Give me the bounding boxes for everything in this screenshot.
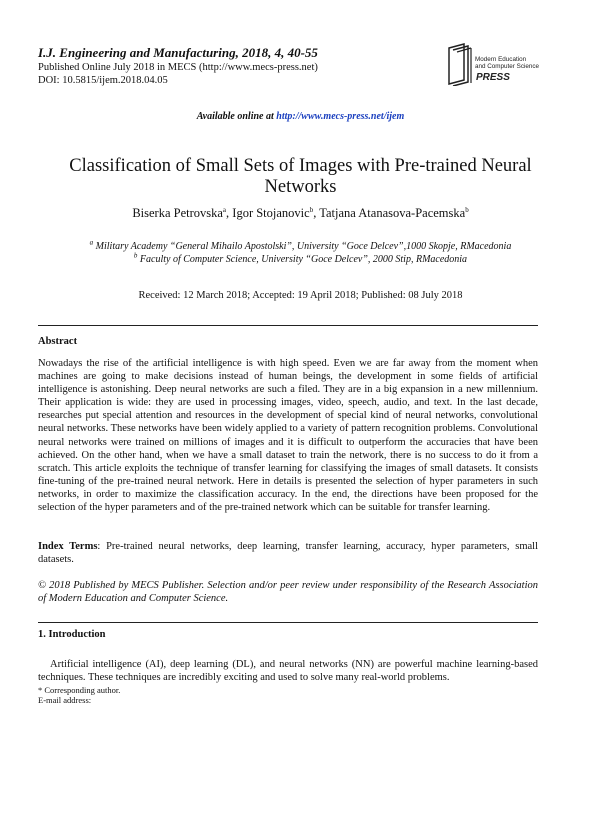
journal-link[interactable]: http://www.mecs-press.net/ijem <box>276 111 405 122</box>
footnote-email: E-mail address: <box>38 695 92 705</box>
paper-title: Classification of Small Sets of Images with Pre-trained Neural Networks <box>69 156 532 197</box>
logo-line-1: Modern Education <box>475 56 527 63</box>
author-name: Biserka Petrovska <box>132 206 223 220</box>
divider-bottom <box>38 622 538 623</box>
section-heading-introduction: 1. Introduction <box>38 629 106 640</box>
book-stack-icon <box>446 42 472 86</box>
index-terms <box>38 540 538 566</box>
author-name: Tatjana Atanasova-Pacemska <box>319 206 466 220</box>
affiliation-b: $^b$ Faculty of Computer Science, University “Goce Delcev”, 2000 Stip, RMacedonia <box>133 251 468 265</box>
logo-press: PRESS <box>476 72 510 83</box>
available-online <box>0 111 601 122</box>
available-prefix: Available online at <box>196 111 277 122</box>
affiliation-a: $^a$ Military Academy “General Mihailo Apostolski”, University “Goce Delcev”,1000 Skopje, RMacedonia <box>89 238 512 252</box>
footnote-corresponding: * Corresponding author. <box>38 685 121 695</box>
index-terms-text: : Pre-trained neural networks, deep learning, transfer learning, accuracy, hyper parameters, small datasets. <box>38 541 538 566</box>
author-mark: a <box>222 205 227 214</box>
received-dates: Received: 12 March 2018; Accepted: 19 April 2018; Published: 08 July 2018 <box>138 290 463 301</box>
introduction-paragraph: Artificial intelligence (AI), deep learning (DL), and neural networks (NN) are powerful machine learning-based techniques. These techniques are incredibly exciting and used to solve many real-world problems. <box>38 659 538 684</box>
abstract-body: Nowadays the rise of the artificial intelligence is with high speed. Even we are far away from the moment when machines are going to make decisions instead of human beings, the development in some fields of artificial intelligence is astonishing. Deep neural networks are such a filed. They are in a big expansion in a new millennium. Their application is wide: they are used in processing images, video, speech, audio, and text. In the last decade, researches put special attention and resources in the development of special kind of neural networks, convolutional neural networks. These networks have been widely applied to a variety of pattern recognition problems. Convolutional neural networks were trained on millions of images and it is difficult to outperform the accuracies that have been achieved. On the other hand, when we have a small dataset to train the network, there is no success to do it from a scratch. This article exploits the technique of transfer learning for classifying the images of small datasets. It consists fine-tuning of the pre-trained neural network. Here in details is presented the selection of hyper parameters in such networks, in order to maximize the classification accuracy. In the end, the directions have been proposed for the selection of the hyper parameters and of the pre-trained network which can be suitable for transfer learning. <box>38 358 538 514</box>
publication-line: Published Online July 2018 in MECS (http://www.mecs-press.net) <box>38 62 318 73</box>
mecs-press-logo <box>446 42 561 92</box>
copyright-notice: © 2018 Published by MECS Publisher. Selection and/or peer review under responsibility of the Research Association of Modern Education and Computer Science. <box>38 580 538 605</box>
journal-citation: I.J. Engineering and Manufacturing, 2018, 4, 40-55 <box>38 45 318 60</box>
author-list: Biserka Petrovska$^a$, Igor Stojanovic$^b$, Tatjana Atanasova-Pacemska$^b$ <box>132 205 469 220</box>
author-mark: b <box>309 205 314 214</box>
logo-line-2: and Computer Science <box>475 63 540 70</box>
affiliations <box>30 240 571 266</box>
doi-line: DOI: 10.5815/ijem.2018.04.05 <box>38 75 168 86</box>
divider-top <box>38 325 538 326</box>
author-mark: b <box>465 205 469 214</box>
author-name: Igor Stojanovic <box>232 206 310 220</box>
abstract-heading: Abstract <box>38 336 78 347</box>
index-terms-label: Index Terms <box>38 541 98 552</box>
